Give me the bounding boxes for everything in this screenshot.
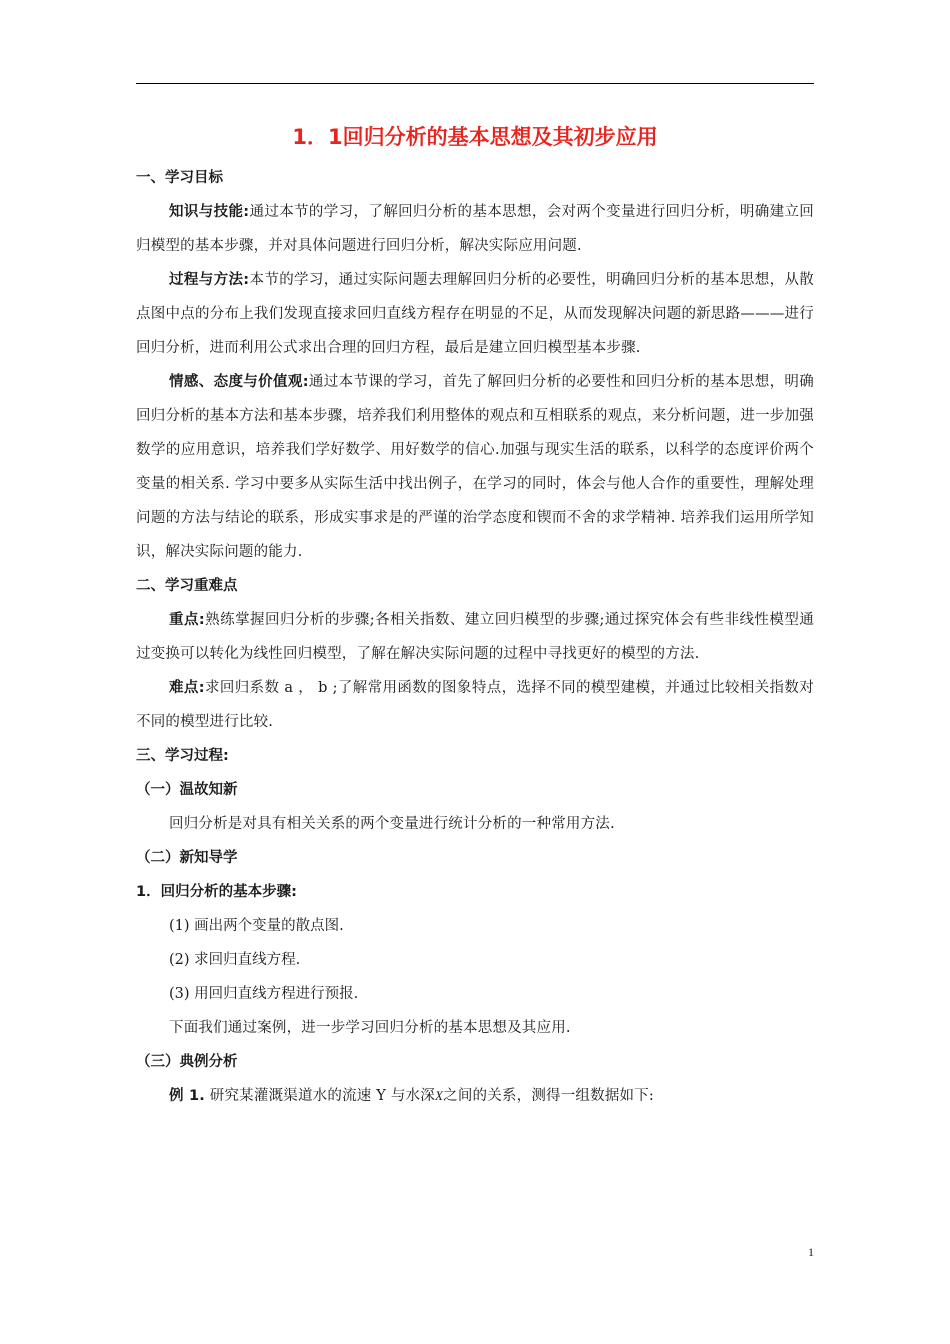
label-difficulty: 难点: <box>169 680 205 696</box>
text-knowledge-skills: 通过本节的学习，了解回归分析的基本思想，会对两个变量进行回归分析，明确建立回归模型的基本步骤，并对具体问题进行回归分析，解决实际应用问题. <box>136 204 814 254</box>
document-title: 1．1回归分析的基本思想及其初步应用 <box>292 125 658 149</box>
label-emotion-attitude: 情感、态度与价值观: <box>169 374 309 390</box>
step-item: (3) 用回归直线方程进行预报. <box>169 986 359 1002</box>
label-process-methods: 过程与方法: <box>169 272 250 288</box>
text-key-point: 熟练掌握回归分析的步骤;各相关指数、建立回归模型的步骤;通过探究体会有些非线性模型通过变换可以转化为线性回归模型，了解在解决实际问题的过程中寻找更好的模型的方法. <box>136 612 814 662</box>
subheading-new-knowledge: （二）新知导学 <box>136 850 238 866</box>
subheading-examples: （三）典例分析 <box>136 1054 238 1070</box>
page-number: 1 <box>808 1245 814 1259</box>
label-example-1: 例 1. <box>169 1088 205 1104</box>
paragraph-review: 回归分析是对具有相关关系的两个变量进行统计分析的一种常用方法. <box>169 816 615 832</box>
header-rule <box>136 83 814 84</box>
text-example-1a: 研究某灌溉渠道水的流速 Y 与水深 <box>209 1088 435 1104</box>
paragraph-key-point <box>136 603 814 671</box>
variable-x: X <box>434 1088 444 1103</box>
paragraph-process-methods <box>136 263 814 365</box>
text-process-methods: 本节的学习，通过实际问题去理解回归分析的必要性，明确回归分析的基本思想，从散点图中点的分布上我们发现直接求回归直线方程存在明显的不足，从而发现解决问题的新思路———进行回归分析，进而利用公式求出合理的回归方程，最后是建立回归模型基本步骤. <box>136 272 814 356</box>
document-body <box>136 118 814 1113</box>
paragraph-lead-in: 下面我们通过案例，进一步学习回归分析的基本思想及其应用. <box>169 1020 571 1036</box>
section-heading-key-points: 二、学习重难点 <box>136 578 238 594</box>
paragraph-example-1 <box>136 1079 814 1113</box>
paragraph-knowledge-skills <box>136 195 814 263</box>
section-heading-process: 三、学习过程: <box>136 748 229 764</box>
section-heading-objectives: 一、学习目标 <box>136 170 223 186</box>
label-key-point: 重点: <box>169 612 205 628</box>
step-item: (1) 画出两个变量的散点图. <box>169 918 344 934</box>
text-difficulty: 求回归系数 a ， b ;了解常用函数的图象特点，选择不同的模型建模，并通过比较相关指数对不同的模型进行比较. <box>136 680 814 730</box>
text-example-1b: 之间的关系，测得一组数据如下: <box>443 1088 655 1104</box>
text-emotion-attitude: 通过本节课的学习，首先了解回归分析的必要性和回归分析的基本思想，明确回归分析的基本方法和基本步骤，培养我们利用整体的观点和互相联系的观点，来分析问题，进一步加强数学的应用意识，培养我们学好数学、用好数学的信心.加强与现实生活的联系，以科学的态度评价两个变量的相关系. 学习中要多从实际生活中找出例子，在学习的同时，体会与他人合作的重要性，理解处理问题的方法与结论的联系，形成实事求是的严谨的治学态度和锲而不舍的求学精神. 培养我们运用所学知识，解决实际问题的能力. <box>136 374 814 560</box>
paragraph-emotion-attitude <box>136 365 814 569</box>
step-item: (2) 求回归直线方程. <box>169 952 301 968</box>
label-knowledge-skills: 知识与技能: <box>169 204 250 220</box>
heading-basic-steps: 1．回归分析的基本步骤: <box>136 884 297 900</box>
paragraph-difficulty <box>136 671 814 739</box>
subheading-review: （一）温故知新 <box>136 782 238 798</box>
